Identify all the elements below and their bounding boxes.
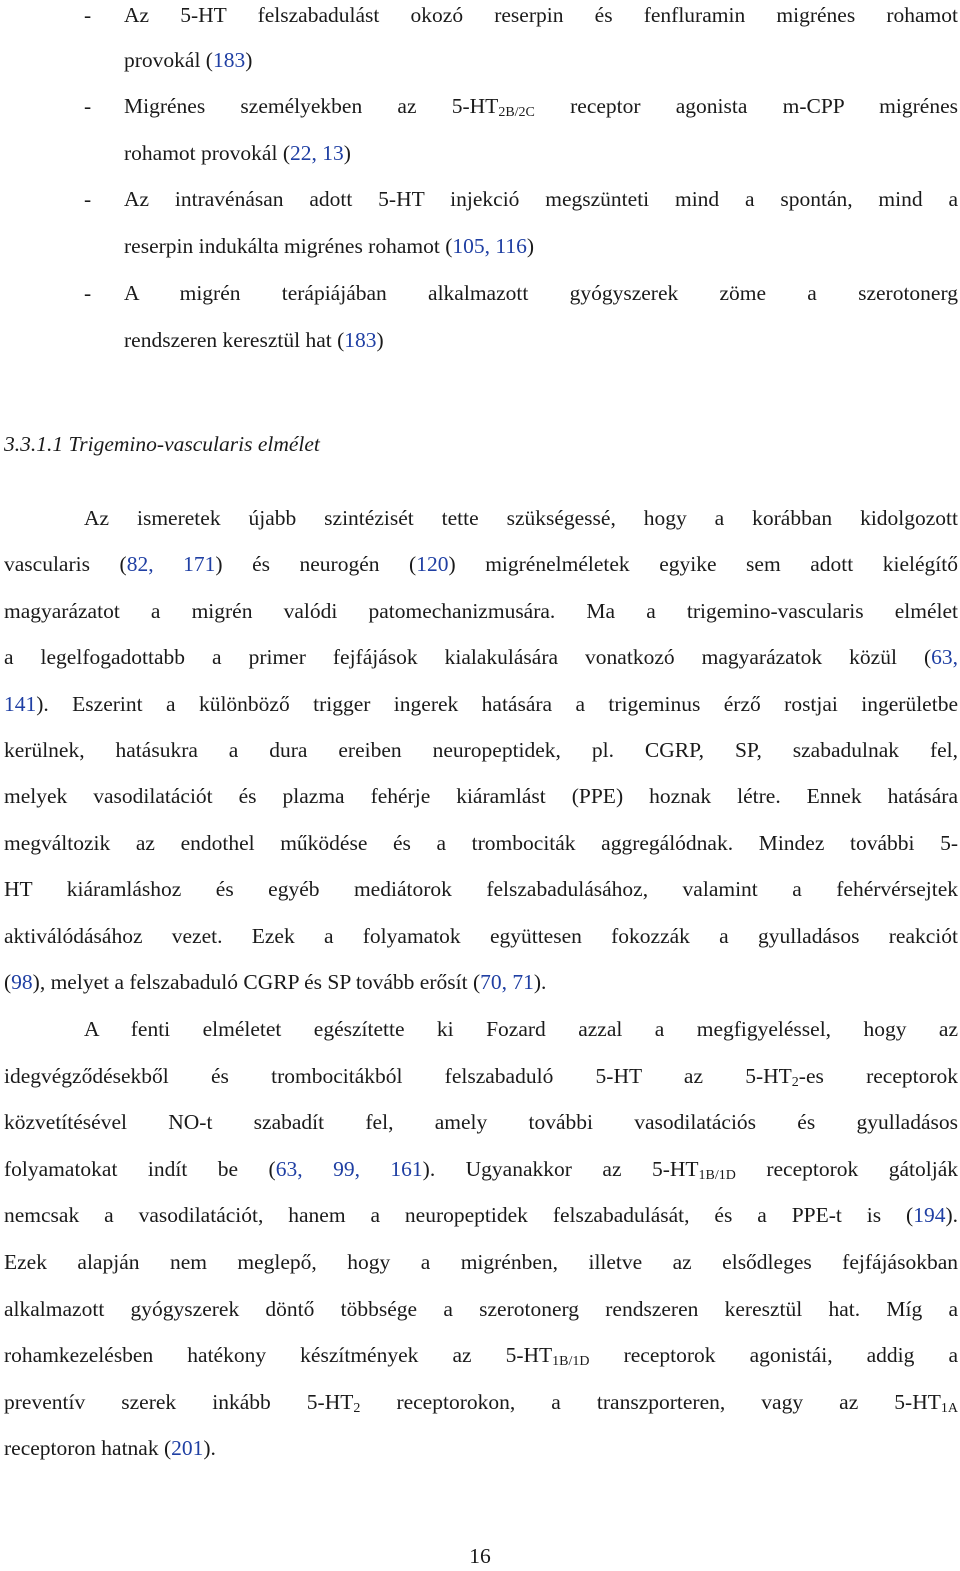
citation-reference: 22, 13 [290, 141, 344, 165]
text-run: rohamkezelésben hatékony készítmények az 5-HT [4, 1343, 553, 1368]
text-line [4, 874, 958, 904]
text-run: preventív szerek inkább 5-HT [4, 1389, 354, 1414]
text-run: ). Eszerint a különböző trigger ingerek hatására a trigeminus érző rostjai ingerületbe [36, 691, 958, 716]
text-run: idegvégződésekből és trombocitákból felszabaduló 5-HT az 5-HT [4, 1063, 792, 1088]
text-line [4, 1387, 958, 1417]
bullet-dash: - [84, 281, 92, 305]
subscript: 2B/2C [498, 105, 535, 120]
subscript: 2 [353, 1400, 361, 1416]
text-line [4, 549, 958, 579]
subscript: 2 [791, 1074, 799, 1090]
bullet-line [124, 278, 958, 308]
text-run: HT kiáramláshoz és egyéb mediátorok felszabadulásához, valamint a fehérvérsejtek [4, 877, 958, 902]
subscript: 1B/1D [698, 1167, 736, 1183]
text-line [4, 1154, 958, 1184]
text-run: folyamatokat indít be ( [4, 1156, 276, 1181]
text-run: ), melyet a felszabaduló CGRP és SP tovább erősít ( [32, 970, 481, 994]
text-run: aktiválódásához vezet. Ezek a folyamatok együttesen fokozzák a gyulladásos reakciót [4, 923, 958, 948]
text-line [4, 967, 958, 997]
bullet-line [124, 45, 958, 75]
text-line [4, 735, 958, 765]
text-run: ( [4, 970, 12, 994]
text-run: megváltozik az endothel működése és a trombociták aggregálódnak. Mindez további 5- [4, 830, 958, 855]
text-line [4, 1247, 958, 1277]
text-run: A fenti elméletet egészítette ki Fozard azzal a megfigyeléssel, hogy az [84, 1017, 958, 1041]
text-line [4, 828, 958, 858]
text-run: Ezek alapján nem meglepő, hogy a migrénben, illetve az elsődleges fejfájásokban [4, 1250, 958, 1274]
text-run: ). [945, 1203, 958, 1228]
text-run: Az ismeretek újabb szintézisét tette szükségessé, hogy a korábban kidolgozott [84, 506, 958, 530]
text-line [4, 596, 958, 626]
text-run: Migrénes személyekben az 5-HT [124, 94, 499, 118]
text-run: receptorokon, a transzporteren, vagy az 5-HT [360, 1389, 941, 1414]
bullet-dash: - [84, 94, 92, 118]
subscript: 1B/1D [552, 1354, 590, 1370]
bullet-line [124, 91, 958, 121]
text-run: receptor agonista m-CPP migrénes [534, 94, 958, 118]
text-run: receptorok agonistái, addig a [589, 1343, 959, 1368]
text-run: vascularis ( [4, 552, 127, 577]
bullet-line [124, 138, 958, 168]
text-line [84, 1014, 958, 1044]
citation-reference: 70, 71 [480, 970, 534, 994]
text-run: Az 5-HT felszabadulást okozó reserpin és fenfluramin migrénes rohamot [124, 3, 958, 27]
citation-reference: 63, 99, 161 [275, 1156, 423, 1181]
text-run: A migrén terápiájában alkalmazott gyógyszerek zöme a szerotonerg [124, 281, 958, 305]
text-line [4, 689, 958, 719]
text-run: -es receptorok [798, 1063, 958, 1088]
text-run: kerülnek, hatásukra a dura ereiben neuropeptidek, pl. CGRP, SP, szabadulnak fel, [4, 738, 958, 762]
text-run: Az intravénásan adott 5-HT injekció megszünteti mind a spontán, mind a [124, 187, 958, 211]
text-line [4, 921, 958, 951]
text-line [4, 1433, 958, 1463]
citation-reference: 105, 116 [452, 234, 527, 258]
text-line [4, 1061, 958, 1091]
text-run: rendszeren keresztül hat ( [124, 328, 345, 352]
bullet-line [124, 325, 958, 355]
text-run: receptoron hatnak ( [4, 1436, 172, 1461]
text-run: reserpin indukálta migrénes rohamot ( [124, 234, 453, 258]
bullet-line [124, 231, 958, 261]
text-run: ) migrénelméletek egyike sem adott kielégítő [448, 552, 958, 577]
text-run: ) [245, 48, 253, 72]
text-run: ) [526, 234, 534, 258]
text-run: közvetítésével NO-t szabadít fel, amely további vasodilatációs és gyulladásos [4, 1110, 958, 1135]
text-run: ). Ugyanakkor az 5-HT [422, 1156, 699, 1181]
citation-reference: 98 [11, 970, 33, 994]
text-line [4, 1200, 958, 1230]
citation-reference: 82, 171 [126, 552, 216, 577]
text-run: receptorok gátolják [735, 1156, 958, 1181]
citation-reference: 194 [913, 1203, 946, 1228]
text-run: magyarázatot a migrén valódi patomechanizmusára. Ma a trigemino-vascularis elmélet [4, 598, 958, 623]
citation-reference: 141 [4, 691, 37, 716]
text-run: alkalmazott gyógyszerek döntő többsége a szerotonerg rendszeren keresztül hat. Míg a [4, 1296, 958, 1321]
bullet-line [124, 0, 958, 30]
text-run: ) [376, 328, 384, 352]
text-run: ). [533, 970, 547, 994]
text-run: provokál ( [124, 48, 213, 72]
bullet-line [124, 184, 958, 214]
subscript: 1A [940, 1400, 958, 1416]
citation-reference: 183 [212, 48, 246, 72]
text-line [4, 1294, 958, 1324]
section-heading: 3.3.1.1 Trigemino-vascularis elmélet [4, 432, 320, 456]
text-run: rohamot provokál ( [124, 141, 290, 165]
citation-reference: 201 [171, 1436, 204, 1461]
citation-reference: 63, [931, 645, 958, 670]
text-line [4, 1107, 958, 1137]
text-run: ) [343, 141, 351, 165]
text-line [4, 781, 958, 811]
text-run: melyek vasodilatációt és plazma fehérje kiáramlást (PPE) hoznak létre. Ennek hatására [4, 784, 958, 809]
text-run: ) és neurogén ( [215, 552, 417, 577]
text-run: a legelfogadottabb a primer fejfájások kialakulására vonatkozó magyarázatok közül ( [4, 645, 932, 670]
citation-reference: 183 [344, 328, 377, 352]
text-line [84, 503, 958, 533]
text-run: ). [203, 1436, 216, 1461]
text-run: nemcsak a vasodilatációt, hanem a neuropeptidek felszabadulását, és a PPE-t is ( [4, 1203, 914, 1228]
text-line [4, 1340, 958, 1370]
text-line [4, 642, 958, 672]
bullet-dash: - [84, 3, 92, 27]
bullet-dash: - [84, 187, 92, 211]
page-number: 16 [469, 1544, 491, 1568]
citation-reference: 120 [416, 552, 449, 577]
